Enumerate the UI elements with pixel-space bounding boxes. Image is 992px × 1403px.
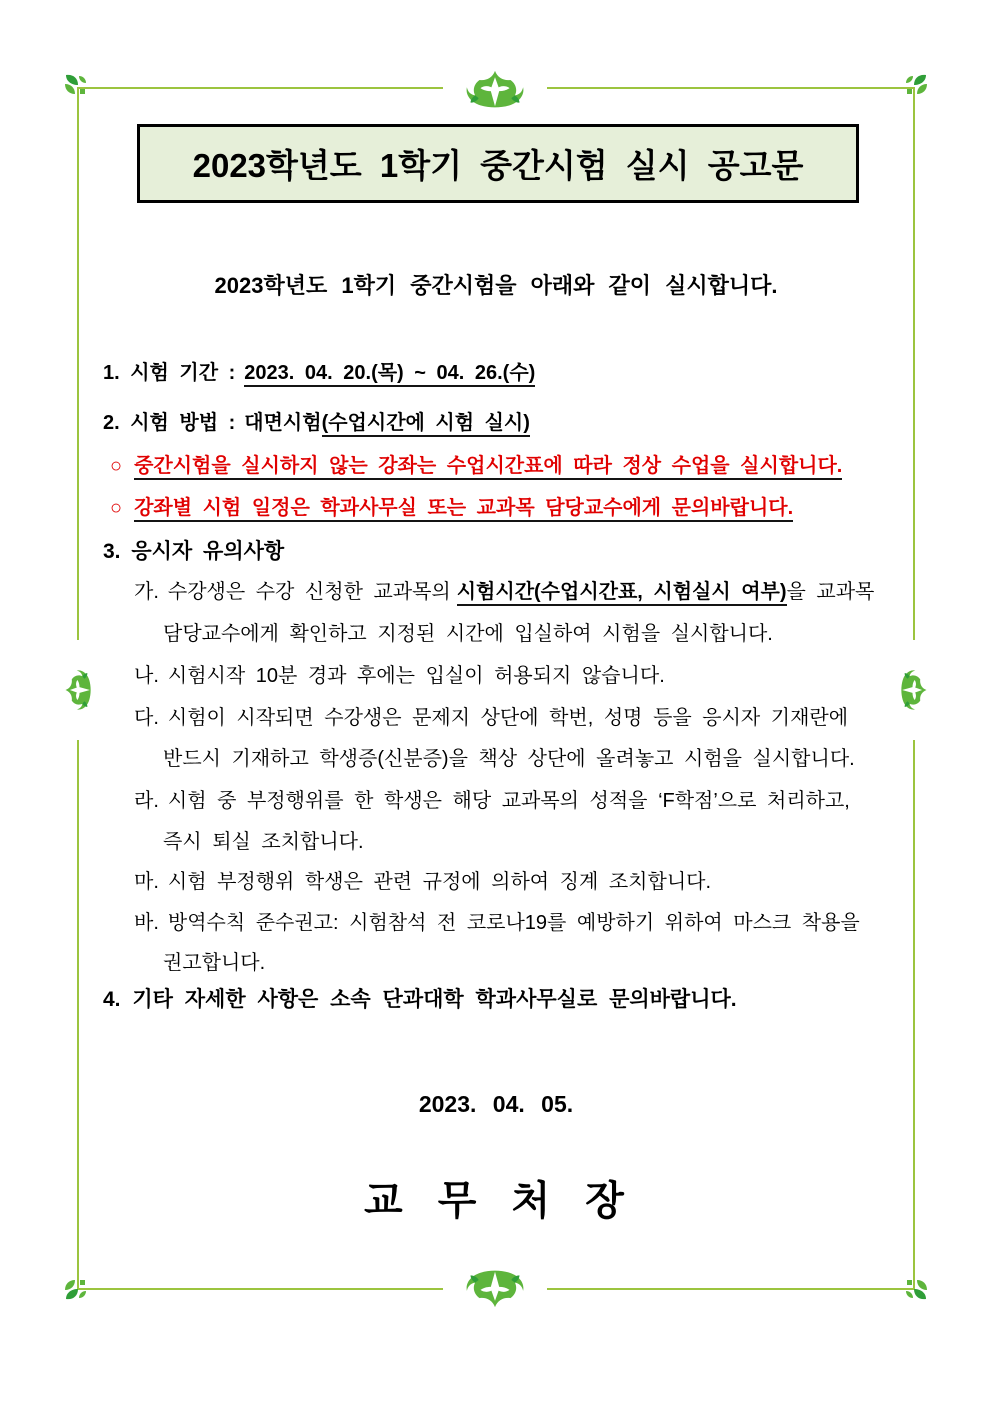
other-inquiries-line: 4. 기타 자세한 사항은 소속 단과대학 학과사무실로 문의바랍니다. — [103, 988, 737, 1011]
exam-method-detail: (수업시간에 시험 실시) — [322, 412, 530, 437]
right-border-ornament — [894, 640, 934, 740]
note-na-line: 나. 시험시작 10분 경과 후에는 입실이 허용되지 않습니다. — [134, 665, 665, 687]
corner-leaf-sprig-icon — [62, 72, 88, 98]
page-title: 2023학년도 1학기 중간시험 실시 공고문 — [192, 147, 804, 184]
top-border-ornament — [443, 69, 547, 109]
title-box — [137, 124, 859, 203]
note-ra-line-1: 라. 시험 중 부정행위를 한 학생은 해당 교과목의 성적을 ‘F학점’으로 처리하고, — [134, 790, 850, 812]
signature-dean-of-academic-affairs: 교 무 처 장 — [364, 1179, 628, 1223]
note-ga-line-2: 담당교수에게 확인하고 지정된 시간에 입실하여 시험을 실시합니다. — [163, 623, 773, 645]
note-ba-line-1: 바. 방역수칙 준수권고: 시험참석 전 코로나19를 예방하기 위하여 마스크 착용을 — [134, 912, 860, 934]
note-ba-label: 바. — [134, 912, 159, 934]
palmette-leaf-icon — [466, 1269, 524, 1309]
exam-method-name: 대면시험 — [244, 412, 322, 434]
corner-leaf-sprig-icon — [62, 1276, 88, 1302]
note-ra-label: 라. — [134, 790, 159, 812]
left-border-ornament — [58, 640, 98, 740]
bottom-border-ornament — [443, 1269, 547, 1309]
note-ga-line-1: 가. 수강생은 수강 신청한 교과목의 시험시간(수업시간표, 시험실시 여부)을 교과목 — [134, 580, 874, 605]
note-ra-line-2: 즉시 퇴실 조치합니다. — [163, 831, 364, 853]
note-da-line-2: 반드시 기재하고 학생증(신분증)을 책상 상단에 올려놓고 시험을 실시합니다. — [163, 748, 855, 770]
palmette-leaf-icon — [894, 670, 934, 710]
exam-period-dates: 2023. 04. 20.(목) ~ 04. 26.(수) — [244, 362, 535, 387]
corner-leaf-sprig-icon — [904, 1276, 930, 1302]
note-ma-line: 마. 시험 부정행위 학생은 관련 규정에 의하여 징계 조치합니다. — [134, 871, 712, 893]
exam-time-emphasis: 시험시간(수업시간표, 시험실시 여부) — [457, 581, 787, 606]
intro-line: 2023학년도 1학기 중간시험을 아래와 같이 실시합니다. — [214, 273, 778, 298]
circle-bullet-icon: ○ — [110, 497, 123, 519]
exam-period-label: 1. 시험 기간 : — [103, 362, 236, 384]
palmette-leaf-icon — [58, 670, 98, 710]
note-da-label: 다. — [134, 707, 159, 729]
notice-text: 강좌별 시험 일정은 학과사무실 또는 교과목 담당교수에게 문의바랍니다. — [134, 497, 793, 522]
exam-method-line — [103, 411, 530, 436]
palmette-leaf-icon — [466, 69, 524, 109]
note-na-label: 나. — [134, 665, 159, 687]
exam-period-line — [103, 361, 535, 386]
issue-date: 2023. 04. 05. — [418, 1091, 574, 1117]
notice-line-1 — [110, 454, 842, 479]
corner-leaf-sprig-icon — [904, 72, 930, 98]
circle-bullet-icon: ○ — [110, 455, 123, 477]
notice-line-2 — [110, 496, 793, 521]
examinee-notes-heading: 3. 응시자 유의사항 — [103, 540, 285, 563]
notice-text: 중간시험을 실시하지 않는 강좌는 수업시간표에 따라 정상 수업을 실시합니다. — [134, 455, 842, 480]
note-ga-label: 가. — [134, 581, 159, 603]
note-da-line-1: 다. 시험이 시작되면 수강생은 문제지 상단에 학번, 성명 등을 응시자 기재란에 — [134, 707, 849, 729]
exam-method-label: 2. 시험 방법 : — [103, 412, 236, 434]
note-ba-line-2: 권고합니다. — [163, 952, 266, 974]
note-ma-label: 마. — [134, 871, 159, 893]
